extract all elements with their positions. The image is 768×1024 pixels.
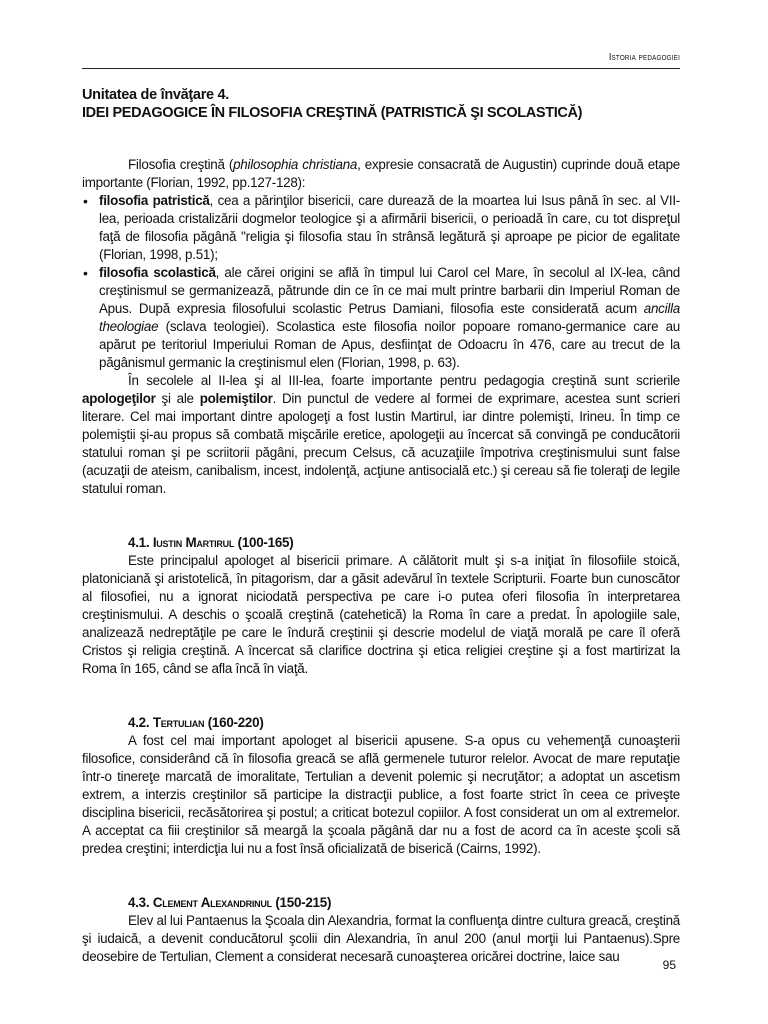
- bullet-item-scolastica: [82, 264, 680, 372]
- running-header: Istoria pedagogiei: [608, 52, 680, 63]
- section-name: Tertulian: [152, 715, 205, 730]
- intro-paragraph: [82, 156, 680, 192]
- apologeti-paragraph: [82, 372, 680, 498]
- section-years: (100-165): [234, 535, 294, 550]
- intro-text-end: , expresie consacrată de Augustin) cuprinde două etape importante (Florian, 1992, pp.127-128):: [82, 157, 680, 190]
- unit-title: Unitatea de învăţare 4.: [82, 87, 230, 103]
- section-heading-tertulian: [82, 714, 680, 732]
- paragraph-text: . Din punctul de vedere al formei de exprimare, acestea sunt scrieri literare. Cel mai important dintre apologeţi a fost Iustin Martirul, iar dintre polemişti, Irineu. În timp ce polemiştii şi-au propus să combată mişcările eretice, apologeţii au încercat să convingă pe conducătorii statului roman şi pe scriitorii păgâni, precum Celsus, că acuzaţiile împotriva creştinismului sunt false (acuzaţii de ateism, canibalism, incest, indolenţă, acţiune antisocială etc.) şi cereau să fie toleraţi de legile statului roman.: [82, 391, 680, 496]
- paragraph-text: şi ale: [155, 391, 200, 406]
- bullet-text: , cea a părinţilor bisericii, care durează de la moartea lui Isus până în sec. al VII-lea, perioada cristalizării dogmelor teologice şi a afirmării bisericii, o perioadă în care, cu tot dispreţul faţă de filosofia păgână "religia şi filosofia stau în strânsă legătură şi aproape pe picior de egalitate (Florian, 1998, p.51);: [99, 193, 681, 262]
- bullet-item-patristica: [82, 192, 680, 264]
- bullet-italic-term: ancilla theologiae: [99, 301, 680, 334]
- section-body-iustin: Este principalul apologet al bisericii primare. A călătorit mult şi s-a iniţiat în filosofiile stoică, platoniciană şi aristotelică, în pitagorism, dar a găsit adevărul în textele Scripturii. Foarte bun cunoscător al filosofiei, nu a ignorat niciodată perspectiva pe care i-o putea oferi filosofia în interpretarea creştinismului. A deschis o şcoală creştină (catehetică) la Roma în care a predat. În apologiile sale, analizează nedreptăţile pe care le îndură creştinii şi descrie modelul de viaţă morală pe care îl oferă Cristos şi religia creştină. A încercat să clarifice doctrina şi etica religiei creştine şi a fost martirizat la Roma în 165, când se afla încă în viaţă.: [82, 553, 680, 676]
- section-years: (160-220): [204, 715, 264, 730]
- section-name: Iustin Martirul: [152, 535, 235, 550]
- section-body-tertulian: A fost cel mai important apologet al bisericii apusene. S-a opus cu vehemenţă cunoaşterii filosofice, considerând că în filosofia greacă se află germenele tuturor relelor. Avocat de mare reputaţie într-o tinereţe marcată de imoralitate, Tertulian a devenit polemic şi necruţător; a adoptat un ascetism extrem, a interzis creştinilor să participe la distracţii publice, a fost foarte strict în ceea ce priveşte disciplina bisericii, recăsătorirea şi postul; a criticat botezul copiilor. A fost considerat un om al extremelor. A acceptat ca fiii creştinilor să meargă la şcoala păgână dar nu a fost de acord ca în aceste şcoli să predea creştini; interdicţia lui nu a fost însă oficializată de biserică (Cairns, 1992).: [82, 733, 680, 856]
- bullet-text: , ale cărei origini se află în timpul lui Carol cel Mare, în secolul al IX-lea, când creştinismul se germanizează, pătrunde din ce în ce mai mult printre barbarii din Imperiul Roman de Apus. După expresia filosofului scolastic Petrus Damiani, filosofia este considerată acum: [99, 265, 680, 316]
- section-number: 4.2.: [128, 715, 153, 730]
- page-content: [82, 86, 680, 966]
- bullet-term: filosofia scolastică: [99, 265, 216, 280]
- unit-subtitle: IDEI PEDAGOGICE ÎN FILOSOFIA CREŞTINĂ (PATRISTICĂ ŞI SCOLASTICĂ): [82, 105, 583, 121]
- section-years: (150-215): [271, 895, 332, 910]
- section-number: 4.3.: [128, 895, 153, 910]
- bold-term-polemisti: polemiştilor: [199, 391, 273, 406]
- section-number: 4.1.: [128, 535, 153, 550]
- intro-term: philosophia christiana: [233, 157, 358, 172]
- page-number: 95: [662, 958, 676, 972]
- bullet-text-end: (sclava teologiei). Scolastica este filosofia noilor popoare romano-germanice care au apărut pe teritoriul Imperiului Roman de Apus, desfiinţat de Odoacru în 476, care au trecut de la păgânismul germanic la creştinismul elen (Florian, 1998, p. 63).: [99, 319, 680, 370]
- paragraph-text: În secolele al II-lea şi al III-lea, foarte importante pentru pedagogia creştină sunt scrierile: [128, 373, 680, 388]
- section-body-clement: Elev al lui Pantaenus la Şcoala din Alexandria, format la confluenţa dintre cultura greacă, creştină şi iudaică, a devenit conducătorul şcolii din Alexandria, în anul 200 (anul morţii lui Pantaenus).Spre deosebire de Tertulian, Clement a considerat necesară cunoaşterea oricărei doctrine, laice sau: [82, 913, 680, 964]
- section-name: Clement Alexandrinul: [152, 895, 272, 910]
- bold-term-apologeti: apologeţilor: [82, 391, 156, 406]
- header-rule: [82, 68, 680, 69]
- section-heading-clement: [82, 894, 680, 912]
- bullet-list: [82, 192, 680, 372]
- section-heading-iustin: [82, 534, 680, 552]
- intro-text-start: Filosofia creştină (: [128, 157, 234, 172]
- bullet-term: filosofia patristică: [99, 193, 210, 208]
